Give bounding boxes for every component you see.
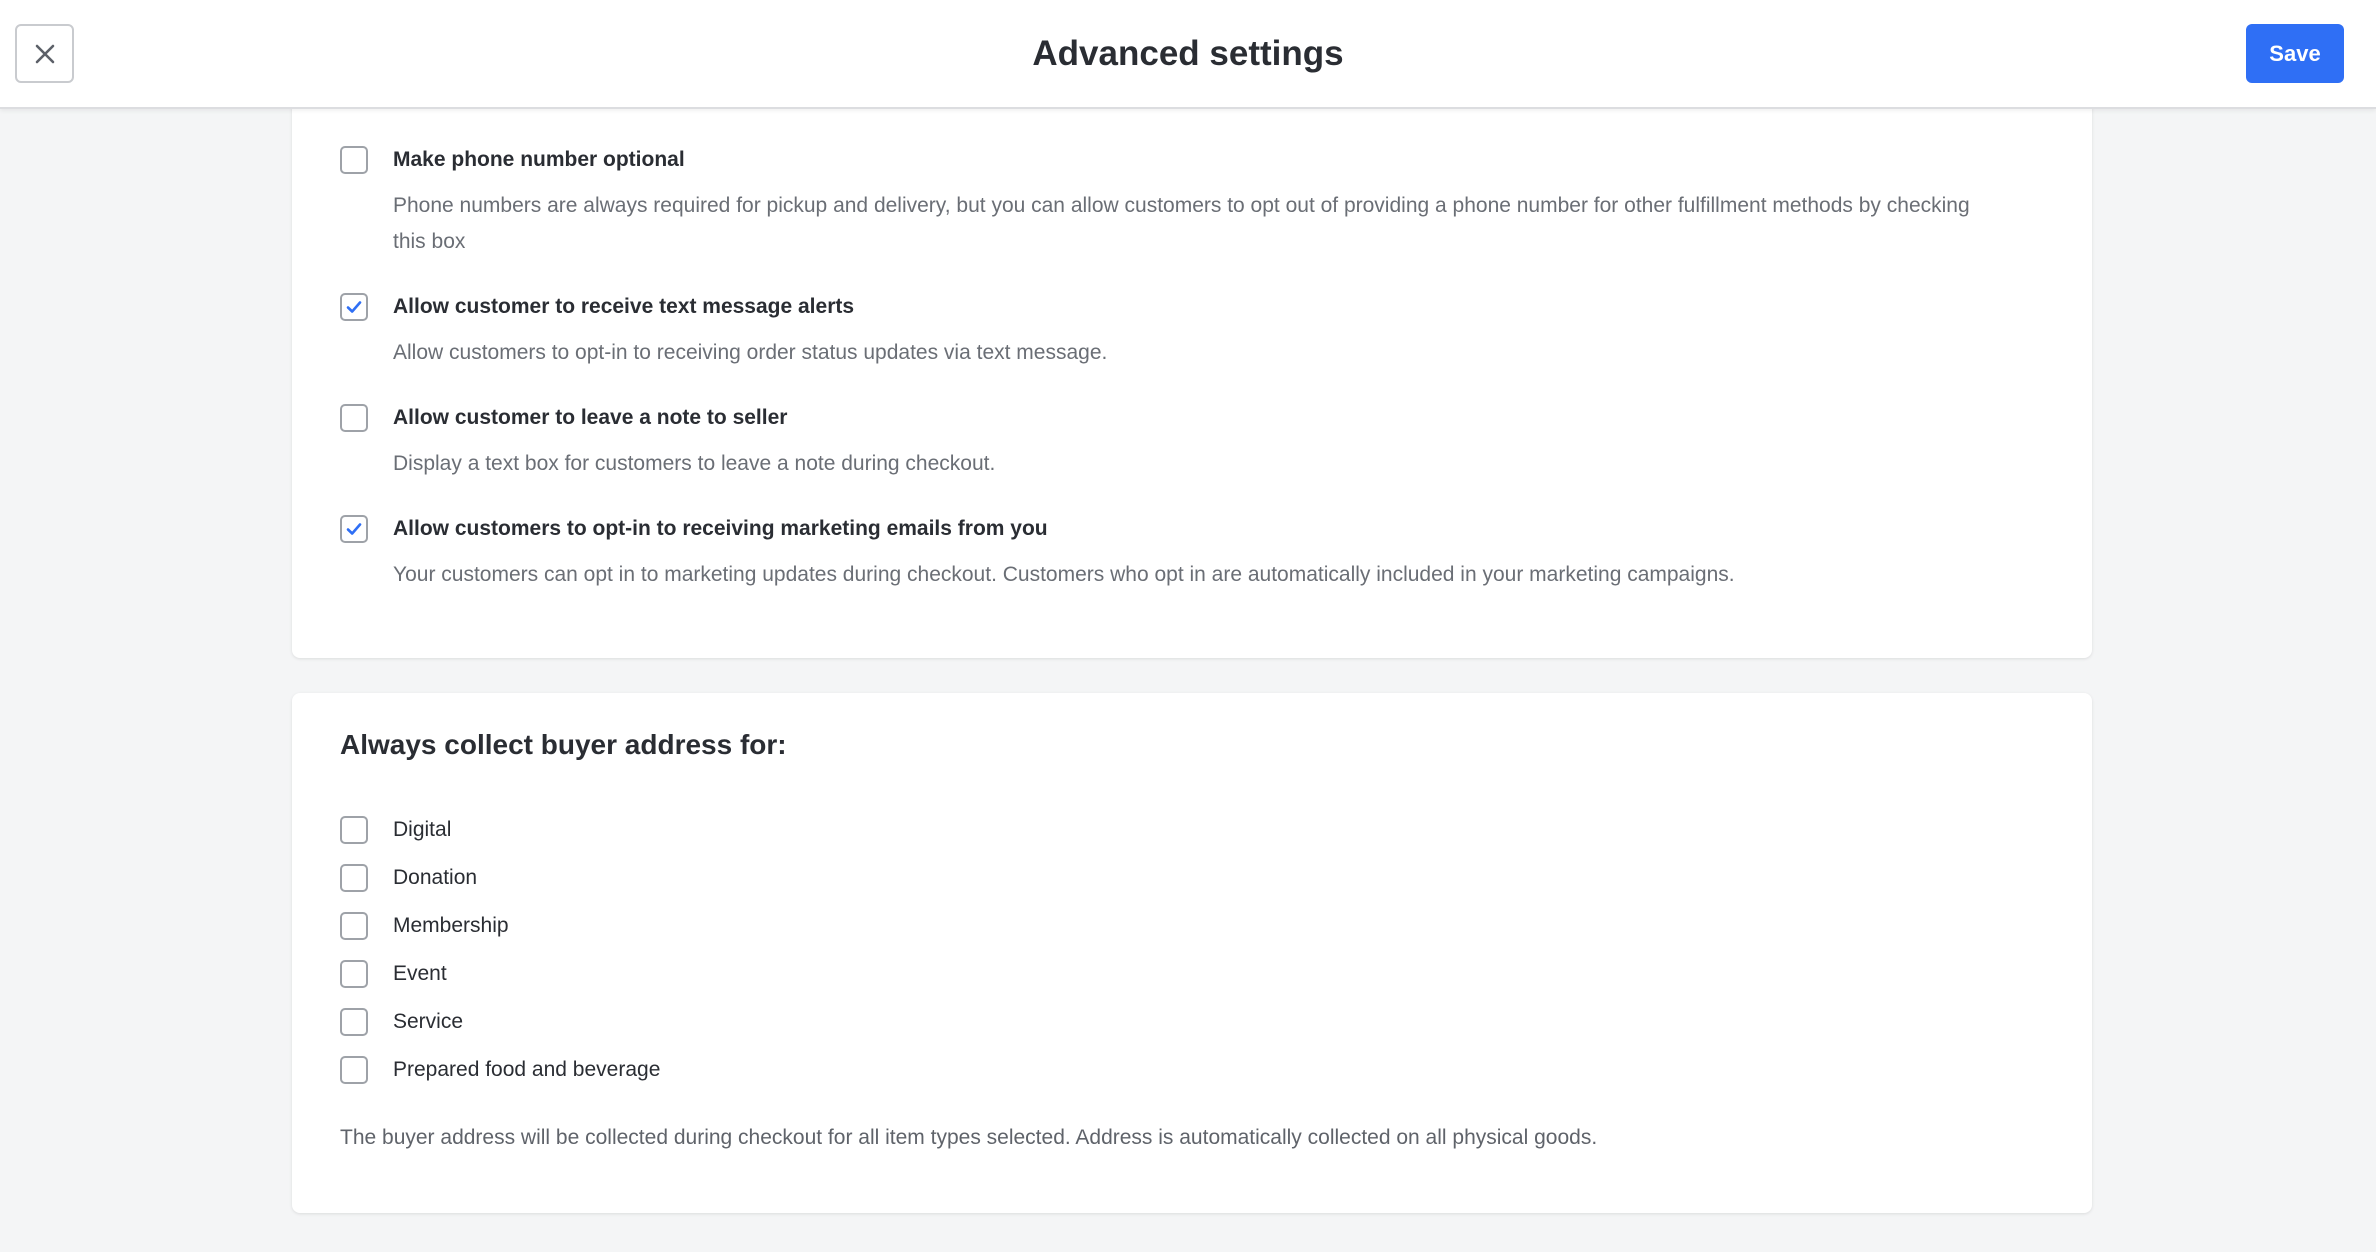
option-description: Display a text box for customers to leave a note during checkout. [393,452,996,475]
option-label: Allow customers to opt-in to receiving marketing emails from you [393,517,1048,540]
note-to-seller-checkbox[interactable] [340,404,368,432]
list-item [340,912,940,960]
option-label: Make phone number optional [393,148,685,171]
save-button[interactable]: Save [2246,24,2344,83]
option-label: Allow customer to receive text message alerts [393,295,855,318]
list-item [340,864,940,912]
item-type-label: Prepared food and beverage [393,1058,661,1081]
marketing-emails-checkbox[interactable] [340,515,368,543]
item-type-label: Membership [393,914,509,937]
list-item [340,1056,940,1104]
address-footnote: The buyer address will be collected during checkout for all item types selected. Address is automatically collected on all physical goods. [340,1126,1598,1149]
digital-checkbox[interactable] [340,816,368,844]
membership-checkbox[interactable] [340,912,368,940]
checkmark-icon [344,297,364,317]
list-item [340,816,940,864]
item-type-label: Digital [393,818,452,841]
item-type-label: Service [393,1010,464,1033]
option-description: Phone numbers are always required for pickup and delivery, but you can allow customers to opt out of providing a phone number for other fulfillment methods by checking this box [393,194,1970,253]
checkmark-icon [344,519,364,539]
option-description: Allow customers to opt-in to receiving order status updates via text message. [393,341,1108,364]
option-label: Allow customer to leave a note to seller [393,406,788,429]
prepared-food-checkbox[interactable] [340,1056,368,1084]
close-icon [33,42,57,66]
item-type-label: Event [393,962,447,985]
item-type-label: Donation [393,866,478,889]
event-checkbox[interactable] [340,960,368,988]
service-checkbox[interactable] [340,1008,368,1036]
buyer-address-card [292,693,2092,1213]
list-item [340,960,940,1008]
section-title: Always collect buyer address for: [340,729,787,760]
page-title: Advanced settings [1032,34,1344,73]
checkout-options-card [292,60,2092,658]
close-button[interactable] [15,24,74,83]
list-item [340,1008,940,1056]
phone-optional-checkbox[interactable] [340,146,368,174]
text-alerts-checkbox[interactable] [340,293,368,321]
item-type-list [340,816,940,1104]
donation-checkbox[interactable] [340,864,368,892]
header-bar [0,0,2376,109]
option-description: Your customers can opt in to marketing updates during checkout. Customers who opt in are automatically included in your marketing campaigns. [393,563,1735,586]
